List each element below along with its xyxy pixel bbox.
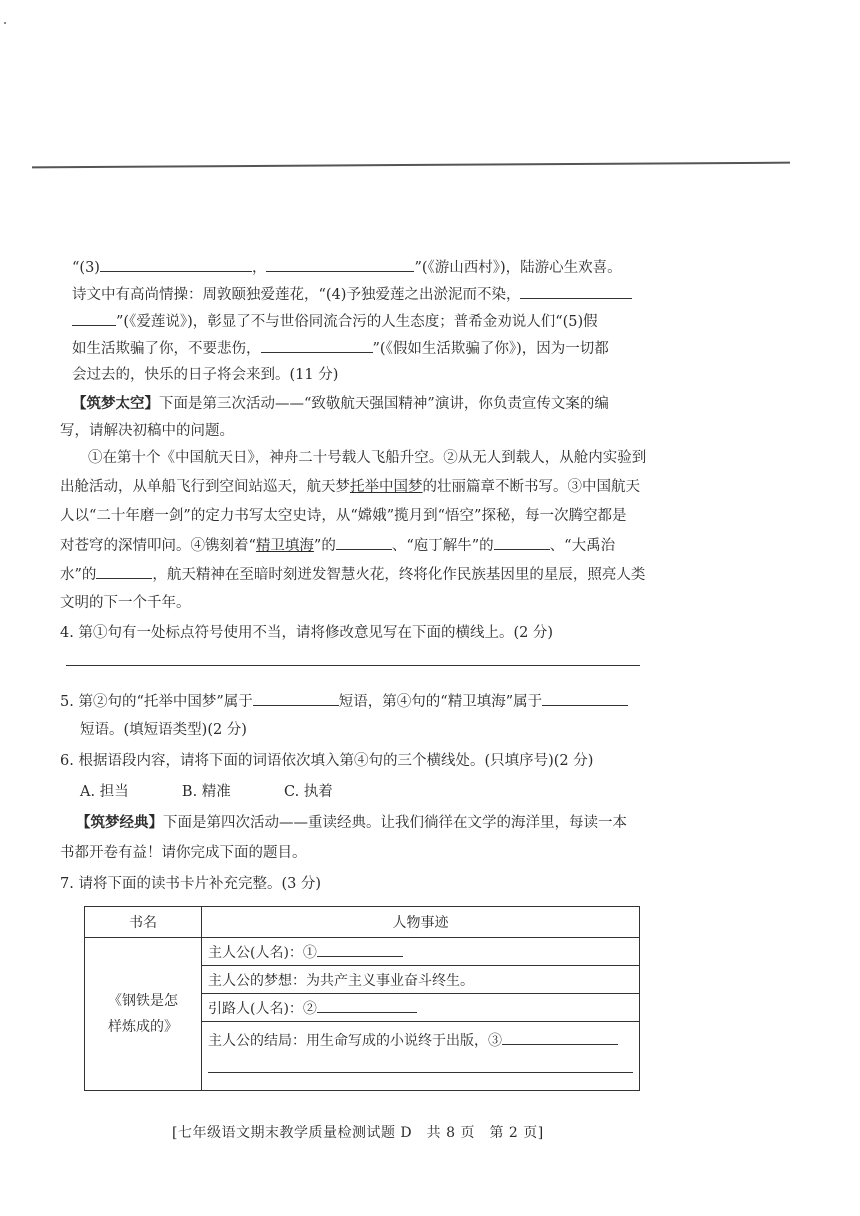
passage-line-5-b: ，航天精神在至暗时刻迸发智慧火花，终将化作民族基因里的星辰，照亮人类 (152, 567, 646, 583)
poem-line-4 (72, 338, 609, 359)
space-intro-2: 写，请解决初稿中的问题。 (60, 423, 234, 439)
row-ending (202, 1022, 640, 1091)
blank-passage-2[interactable] (494, 535, 550, 550)
poem-line-2-text: 诗文中有高尚情操：周敦颐独爱莲花，“(4)予独爱莲之出淤泥而不染， (72, 287, 521, 303)
passage-line-4-c: 、“庖丁解牛”的 (391, 538, 494, 554)
book-title-line-2: 样炼成的》 (108, 1019, 178, 1035)
question-5-b: 短语，第④句的“精卫填海”属于 (338, 694, 543, 710)
q4-answer-line[interactable] (66, 665, 640, 666)
poem-line-1-comma: ， (251, 260, 267, 276)
book-title-cell (85, 938, 202, 1091)
space-intro-1-text: 下面是第三次活动——“致敬航天强国精神”演讲，你负责宣传文案的编 (159, 396, 609, 412)
blank-5[interactable] (261, 338, 373, 353)
q5-blank-1[interactable] (253, 691, 339, 706)
section-tag-classic: 【筑梦经典】 (76, 815, 163, 831)
question-5-a: 5. 第②句的“托举中国梦”属于 (60, 694, 253, 710)
passage-line-4-b: ”的 (313, 538, 336, 554)
blank-3a[interactable] (100, 257, 252, 272)
card-blank-2[interactable] (317, 998, 417, 1013)
question-5 (60, 691, 628, 712)
header-rule (32, 162, 790, 169)
q6-options (80, 782, 333, 802)
question-7: 7. 请将下面的读书卡片补充完整。(3 分) (60, 876, 322, 892)
blank-4b[interactable] (72, 311, 116, 326)
blank-3b[interactable] (266, 257, 414, 272)
row-ending-label: 主人公的结局：用生命写成的小说终于出版，③ (208, 1033, 502, 1049)
card-blank-1[interactable] (317, 942, 403, 957)
blank-4a[interactable] (520, 284, 632, 299)
page-footer: [七年级语文期末教学质量检测试题 D 共 8 页 第 2 页] (172, 1125, 544, 1141)
poem-line-1-prefix: “(3) (72, 260, 100, 276)
card-blank-3b[interactable] (208, 1054, 633, 1073)
row-protagonist (202, 938, 640, 966)
option-c: C. 执着 (284, 784, 333, 800)
poem-line-2 (72, 284, 632, 305)
section-tag-space: 【筑梦太空】 (72, 396, 159, 412)
question-5-cont: 短语。(填短语类型)(2 分) (80, 722, 247, 738)
poem-line-5: 会过去的，快乐的日子将会来到。(11 分) (72, 367, 339, 383)
poem-line-4-suffix: ”(《假如生活欺骗了你》)，因为一切都 (372, 341, 609, 357)
scan-speck (4, 22, 6, 24)
row-protagonist-label: 主人公(人名)：① (208, 944, 317, 961)
question-4: 4. 第①句有一处标点符号使用不当，请将修改意见写在下面的横线上。(2 分) (60, 625, 554, 641)
classic-intro-2: 书都开卷有益！请你完成下面的题目。 (60, 845, 307, 861)
passage-line-6: 文明的下一个千年。 (60, 595, 191, 611)
space-intro-1 (72, 394, 609, 414)
row-mentor-label: 引路人(人名)：② (208, 1000, 317, 1017)
passage-line-4-d: 、“大禹治 (549, 538, 616, 554)
underlined-phrase-tuoju: 托举中国梦 (350, 479, 423, 495)
passage-line-5-a: 水”的 (60, 567, 97, 583)
classic-intro-1-text: 下面是第四次活动——重读经典。让我们徜徉在文学的海洋里，每读一本 (163, 815, 627, 831)
passage-line-4 (60, 535, 615, 556)
blank-passage-1[interactable] (336, 535, 392, 550)
passage-line-3: 人以“二十年磨一剑”的定力书写太空史诗，从“嫦娥”揽月到“悟空”探秘，每一次腾空都是 (60, 508, 627, 524)
passage-line-1: ①在第十个《中国航天日》，神舟二十号载人飞船升空。②从无人到载人，从舱内实验到 (88, 450, 647, 466)
passage-line-5 (60, 564, 645, 585)
poem-line-1 (72, 257, 622, 278)
poem-line-3 (72, 311, 598, 332)
poem-line-1-suffix: ”(《游山西村》)，陆游心生欢喜。 (414, 260, 622, 276)
poem-line-4-prefix: 如生活欺骗了你，不要悲伤， (72, 341, 261, 357)
passage-line-4-a: 对苍穹的深情叩问。④镌刻着“ (60, 538, 256, 554)
passage-line-2-a: 出舱活动，从单船飞行到空间站巡天，航天梦 (60, 479, 350, 495)
poem-line-3-text: ”(《爱莲说》)，彰显了不与世俗同流合污的人生态度；普希金劝说人们“(5)假 (116, 314, 598, 330)
underlined-phrase-jingwei: 精卫填海 (255, 538, 314, 554)
col-header-deeds: 人物事迹 (202, 907, 640, 938)
reading-card-table (84, 906, 640, 1091)
question-6: 6. 根据语段内容，请将下面的词语依次填入第④句的三个横线处。(只填序号)(2 分) (60, 753, 594, 769)
col-header-book: 书名 (85, 907, 202, 938)
passage-line-2-b: 的壮丽篇章不断书写。③中国航天 (422, 479, 640, 495)
q5-blank-2[interactable] (542, 691, 628, 706)
option-b: B. 精准 (181, 784, 231, 800)
row-dream: 主人公的梦想：为共产主义事业奋斗终生。 (202, 966, 640, 994)
classic-intro-1 (76, 813, 627, 833)
blank-passage-3[interactable] (96, 564, 152, 579)
option-a: A. 担当 (80, 784, 129, 800)
book-title-line-1: 《钢铁是怎 (108, 993, 178, 1009)
passage-line-2 (60, 477, 640, 497)
row-mentor (202, 994, 640, 1022)
card-blank-3a[interactable] (502, 1030, 618, 1045)
